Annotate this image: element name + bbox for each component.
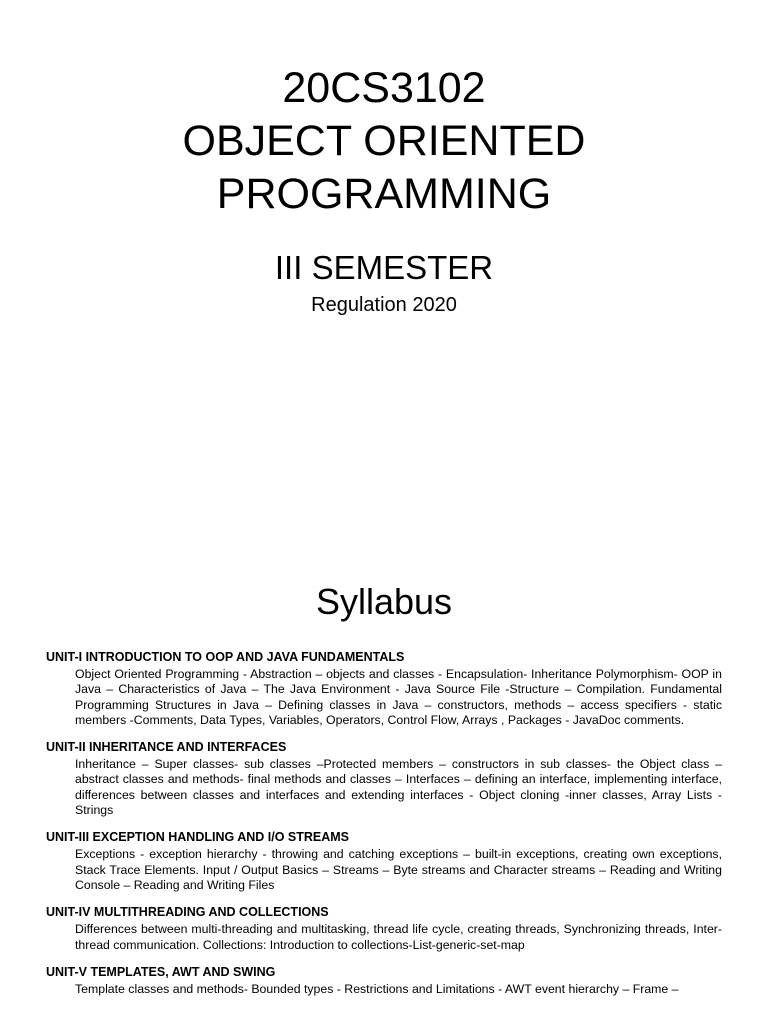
document-title	[0, 62, 768, 221]
unit-2	[46, 740, 722, 818]
unit-1	[46, 650, 722, 728]
unit-body: Object Oriented Programming - Abstraction – objects and classes - Encapsulation- Inheritance Polymorphism- OOP in Java – Characteristics of Java – The Java Environment - Java Source File -Structure – Compilation. Fundamental Programming Structures in Java – Defining classes in Java – constructors, methods – access specifiers - static members -Comments, Data Types, Variables, Operators, Control Flow, Arrays , Packages - JavaDoc comments.	[75, 667, 722, 727]
unit-title: UNIT-II INHERITANCE AND INTERFACES	[46, 740, 287, 755]
course-code: 20CS3102	[282, 64, 486, 112]
unit-title: UNIT-V TEMPLATES, AWT AND SWING	[46, 964, 276, 979]
unit-3	[46, 830, 722, 893]
unit-title: UNIT-I INTRODUCTION TO OOP AND JAVA FUNDAMENTALS	[46, 650, 405, 664]
course-title-line-2: PROGRAMMING	[216, 170, 552, 218]
unit-4	[46, 905, 722, 953]
unit-body: Exceptions - exception hierarchy - throwing and catching exceptions – built-in exceptions, creating own exceptions, Stack Trace Elements. Input / Output Basics – Streams – Byte streams and Character streams – Reading and Writing Console – Reading and Writing Files	[75, 847, 722, 892]
unit-body: Differences between multi-threading and multitasking, thread life cycle, creating threads, Synchronizing threads, Inter-thread communication. Collections: Introduction to collections-List-generic-set-map	[75, 922, 722, 952]
unit-body: Inheritance – Super classes- sub classes –Protected members – constructors in sub classes- the Object class – abstract classes and methods- final methods and classes – Interfaces – defining an interface, implementing interface, differences between classes and interfaces and extending interfaces - Object cloning -inner classes, Array Lists - Strings	[75, 757, 722, 818]
regulation-label: Regulation 2020	[311, 294, 457, 316]
course-title-line-1: OBJECT ORIENTED	[182, 117, 586, 165]
unit-title: UNIT-IV MULTITHREADING AND COLLECTIONS	[46, 905, 329, 920]
unit-body: Template classes and methods- Bounded types - Restrictions and Limitations - AWT event hierarchy – Frame –	[75, 981, 679, 996]
syllabus-heading: Syllabus	[315, 581, 453, 622]
unit-title: UNIT-III EXCEPTION HANDLING AND I/O STREAMS	[46, 830, 350, 845]
unit-5	[46, 965, 722, 997]
syllabus-units	[46, 650, 722, 1009]
semester-label: III SEMESTER	[274, 249, 494, 286]
